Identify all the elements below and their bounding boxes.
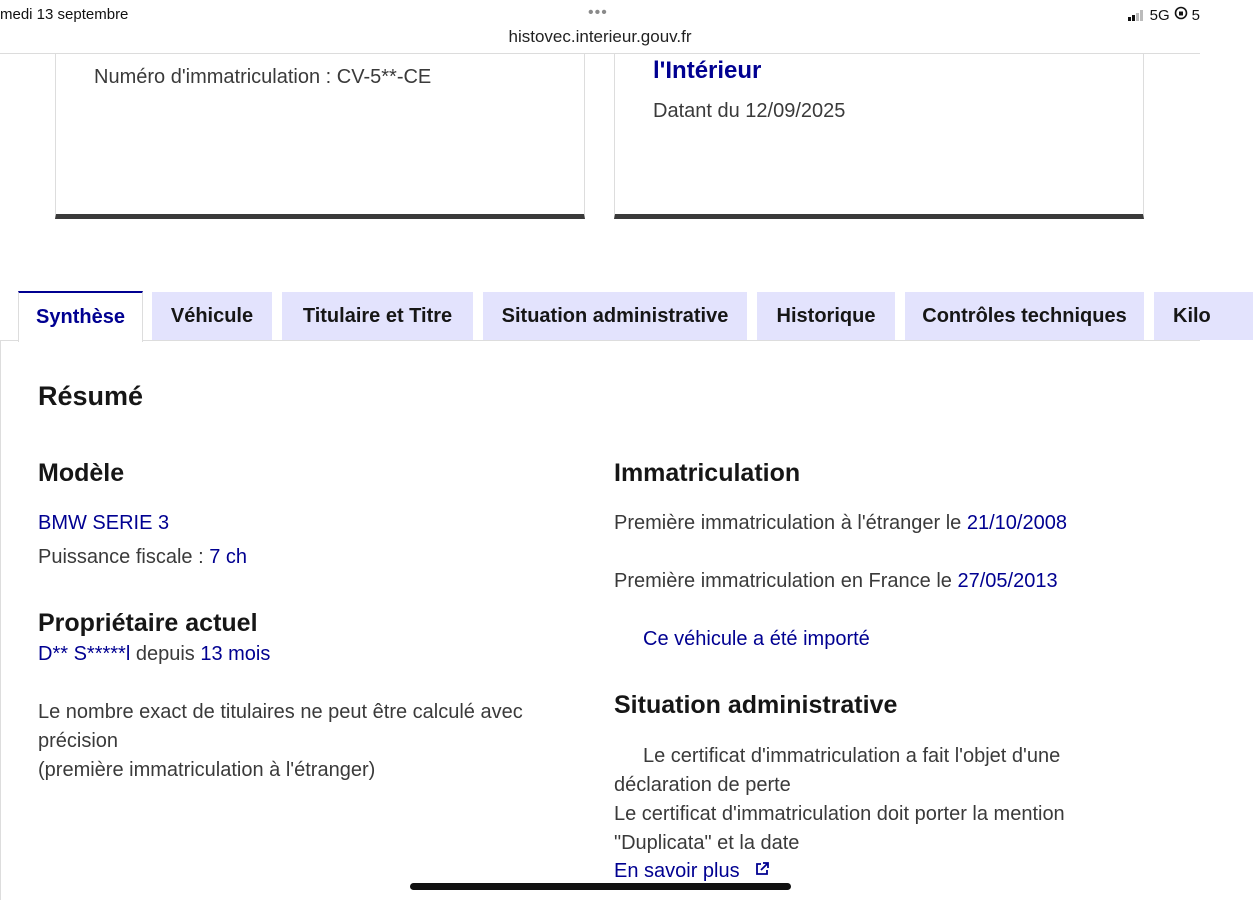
model-name: BMW SERIE 3 <box>38 512 170 534</box>
owner-duration: 13 mois <box>200 643 271 665</box>
battery-label: 5 <box>1191 6 1200 24</box>
model-heading: Modèle <box>38 459 125 487</box>
external-link-icon <box>754 860 770 883</box>
owner-info <box>38 643 270 666</box>
home-indicator[interactable] <box>410 883 791 890</box>
fiscal-power-value: 7 ch <box>209 546 248 568</box>
foreign-label: Première immatriculation à l'étranger le <box>614 512 967 534</box>
tab-overview-dots[interactable]: ••• <box>588 4 608 21</box>
address-bar-url[interactable]: histovec.interieur.gouv.fr <box>508 27 692 46</box>
panel-border <box>0 340 1 900</box>
source-card-date: Datant du 12/09/2025 <box>653 100 846 122</box>
panel-border <box>0 340 18 341</box>
learn-more-label[interactable]: En savoir plus <box>614 860 740 882</box>
summary-title: Résumé <box>38 381 144 411</box>
report-tabs <box>0 291 1211 341</box>
owner-note-line: Le nombre exact de titulaires ne peut être calculé avec <box>38 701 523 723</box>
signal-icon <box>1128 10 1143 21</box>
tab-controles-techniques[interactable]: Contrôles techniques <box>905 292 1144 340</box>
owner-since-label: depuis <box>130 643 201 665</box>
owner-count-note <box>38 698 578 785</box>
tab-kilometrage[interactable]: Kilo <box>1154 292 1253 340</box>
fiscal-power <box>38 546 247 569</box>
registration-heading: Immatriculation <box>614 459 801 487</box>
admin-heading: Situation administrative <box>614 691 898 719</box>
admin-line: Le certificat d'immatriculation a fait l'objet d'une <box>643 745 1061 767</box>
owner-name: D** S*****l <box>38 643 131 665</box>
tab-historique[interactable]: Historique <box>757 292 895 340</box>
admin-line: déclaration de perte <box>614 774 791 796</box>
registration-card <box>55 54 585 219</box>
owner-heading: Propriétaire actuel <box>38 609 258 637</box>
foreign-date: 21/10/2008 <box>966 512 1067 534</box>
owner-note-line: précision <box>38 730 119 752</box>
admin-line: "Duplicata" et la date <box>614 832 800 854</box>
tab-synthese[interactable]: Synthèse <box>18 291 143 342</box>
status-indicators <box>1128 6 1200 24</box>
first-registration-france <box>614 570 1058 593</box>
france-label: Première immatriculation en France le <box>614 570 958 592</box>
france-date: 27/05/2013 <box>957 570 1058 592</box>
tab-situation-administrative[interactable]: Situation administrative <box>483 292 747 340</box>
source-card <box>614 54 1144 219</box>
source-card-heading: l'Intérieur <box>653 57 762 84</box>
tab-vehicule[interactable]: Véhicule <box>152 292 272 340</box>
imported-notice: Ce véhicule a été importé <box>643 628 870 650</box>
registration-number: Numéro d'immatriculation : CV-5**-CE <box>94 66 432 88</box>
network-label: 5G <box>1149 6 1170 24</box>
owner-note-line: (première immatriculation à l'étranger) <box>38 759 376 781</box>
learn-more-link[interactable] <box>614 860 770 883</box>
admin-details <box>614 742 1174 858</box>
tab-titulaire-titre[interactable]: Titulaire et Titre <box>282 292 473 340</box>
first-registration-foreign <box>614 512 1067 535</box>
status-bar <box>0 0 1200 30</box>
status-date: medi 13 septembre <box>0 6 129 23</box>
orientation-lock-icon <box>1174 6 1188 24</box>
fiscal-power-label: Puissance fiscale : <box>38 546 210 568</box>
admin-line: Le certificat d'immatriculation doit porter la mention <box>614 803 1065 825</box>
panel-border <box>143 340 1200 341</box>
